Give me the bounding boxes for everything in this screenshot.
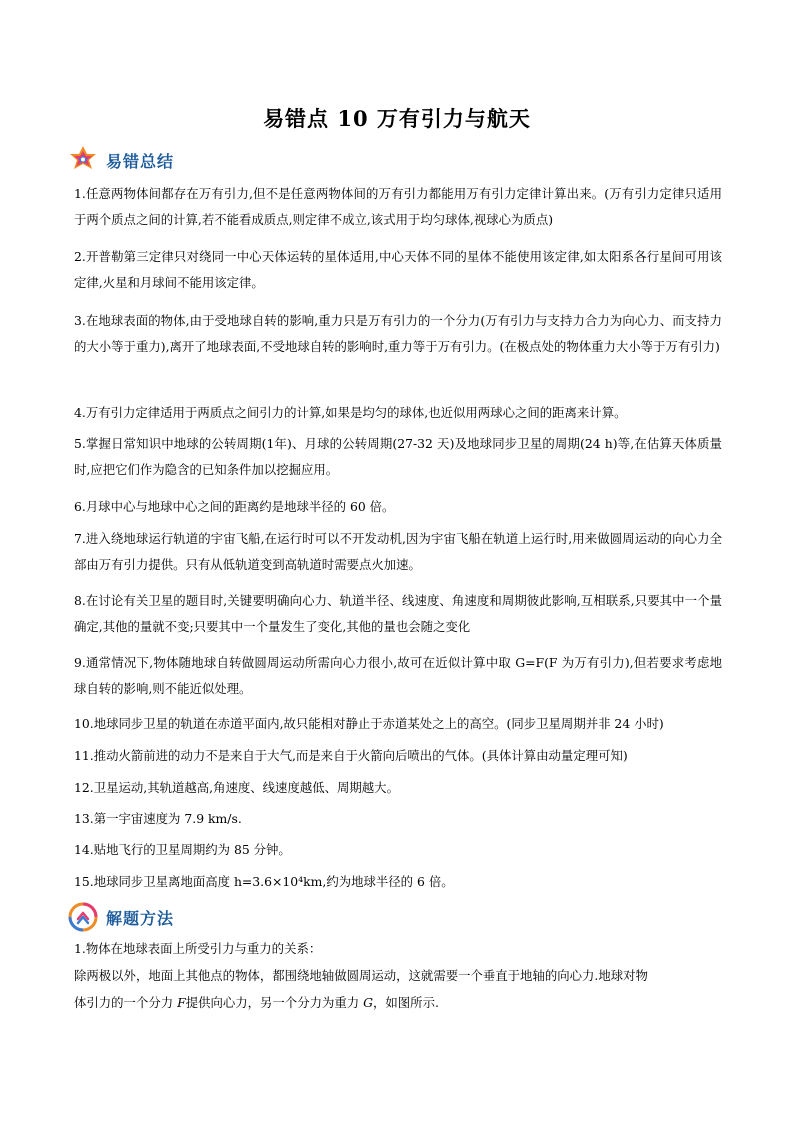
- summary-item-7: 7.进入绕地球运行轨道的宇宙飞船,在运行时可以不开发动机,因为宇宙飞船在轨道上运行时,用来做圆周运动的向心力全部由万有引力提供。只有从低轨道变到高轨道时需要点火加速。: [74, 531, 722, 572]
- summary-item-11: 11.推动火箭前进的动力不是来自于大气,而是来自于火箭向后喷出的气体。(具体计算由动量定理可知): [74, 748, 628, 763]
- summary-item-13: 13.第一宇宙速度为 7.9 km/s.: [74, 811, 242, 826]
- star-icon: [68, 145, 98, 175]
- summary-heading: 易错总结: [106, 151, 175, 171]
- summary-item-8: 8.在讨论有关卫星的题目时,关键要明确向心力、轨道半径、线速度、角速度和周期彼此影响,互相联系,只要其中一个量确定,其他的量就不变;只要其中一个量发生了变化,其他的量也会随之变化: [74, 593, 722, 634]
- force-symbol-f: F: [177, 995, 186, 1010]
- gravity-symbol-g: G: [363, 995, 374, 1010]
- summary-item-3: 3.在地球表面的物体,由于受地球自转的影响,重力只是万有引力的一个分力(万有引力与支持力合力为向心力、而支持力的大小等于重力),离开了地球表面,不受地球自转的影响时,重力等于万有引力。(在极点处的物体重力大小等于万有引力): [74, 313, 722, 354]
- page-title: 易错点 10 万有引力与航天: [263, 106, 531, 131]
- summary-item-4: 4.万有引力定律适用于两质点之间引力的计算,如果是均匀的球体,也近似用两球心之间的距离来计算。: [74, 405, 627, 420]
- method-text-a: 体引力的一个分力: [74, 995, 178, 1010]
- summary-item-5: 5.掌握日常知识中地球的公转周期(1年)、月球的公转周期(27-32 天)及地球同步卫星的周期(24 h)等,在估算天体质量时,应把它们作为隐含的已知条件加以挖掘应用。: [74, 436, 722, 477]
- method-heading: 解题方法: [106, 908, 175, 928]
- summary-item-6: 6.月球中心与地球中心之间的距离约是地球半径的 60 倍。: [74, 499, 395, 514]
- method-text-c: ，如图所示.: [373, 995, 439, 1010]
- summary-item-10: 10.地球同步卫星的轨道在赤道平面内,故只能相对静止于赤道某处之上的高空。(同步卫星周期并非 24 小时): [74, 716, 664, 731]
- summary-item-2: 2.开普勒第三定律只对绕同一中心天体运转的星体适用,中心天体不同的星体不能使用该定律,如太阳系各行星间可用该定律,火星和月球间不能用该定律。: [74, 249, 722, 290]
- method-badge-icon: [68, 902, 98, 932]
- method-text-b: 提供向心力，另一个分力为重力: [185, 995, 364, 1010]
- summary-item-14: 14.贴地飞行的卫星周期约为 85 分钟。: [74, 842, 291, 857]
- method-paragraph-2: 除两极以外，地面上其他点的物体，都围绕地轴做圆周运动，这就需要一个垂直于地轴的向心力.地球对物: [74, 968, 648, 983]
- method-section-heading: [68, 900, 174, 934]
- summary-item-12: 12.卫星运动,其轨道越高,角速度、线速度越低、周期越大。: [74, 780, 399, 795]
- summary-section-heading: [68, 143, 174, 177]
- method-paragraph-1: 1.物体在地球表面上所受引力与重力的关系：: [74, 941, 322, 956]
- summary-item-15: 15.地球同步卫星离地面高度 h=3.6×10⁴km,约为地球半径的 6 倍。: [74, 874, 454, 889]
- summary-item-9: 9.通常情况下,物体随地球自转做圆周运动所需向心力很小,故可在近似计算中取 G=F(F 为万有引力),但若要求考虑地球自转的影响,则不能近似处理。: [74, 655, 722, 696]
- method-paragraph-3: [74, 993, 734, 1013]
- summary-item-1: 1.任意两物体间都存在万有引力,但不是任意两物体间的万有引力都能用万有引力定律计算出来。(万有引力定律只适用于两个质点之间的计算,若不能看成质点,则定律不成立,该式用于均匀球体,视球心为质点): [74, 186, 722, 227]
